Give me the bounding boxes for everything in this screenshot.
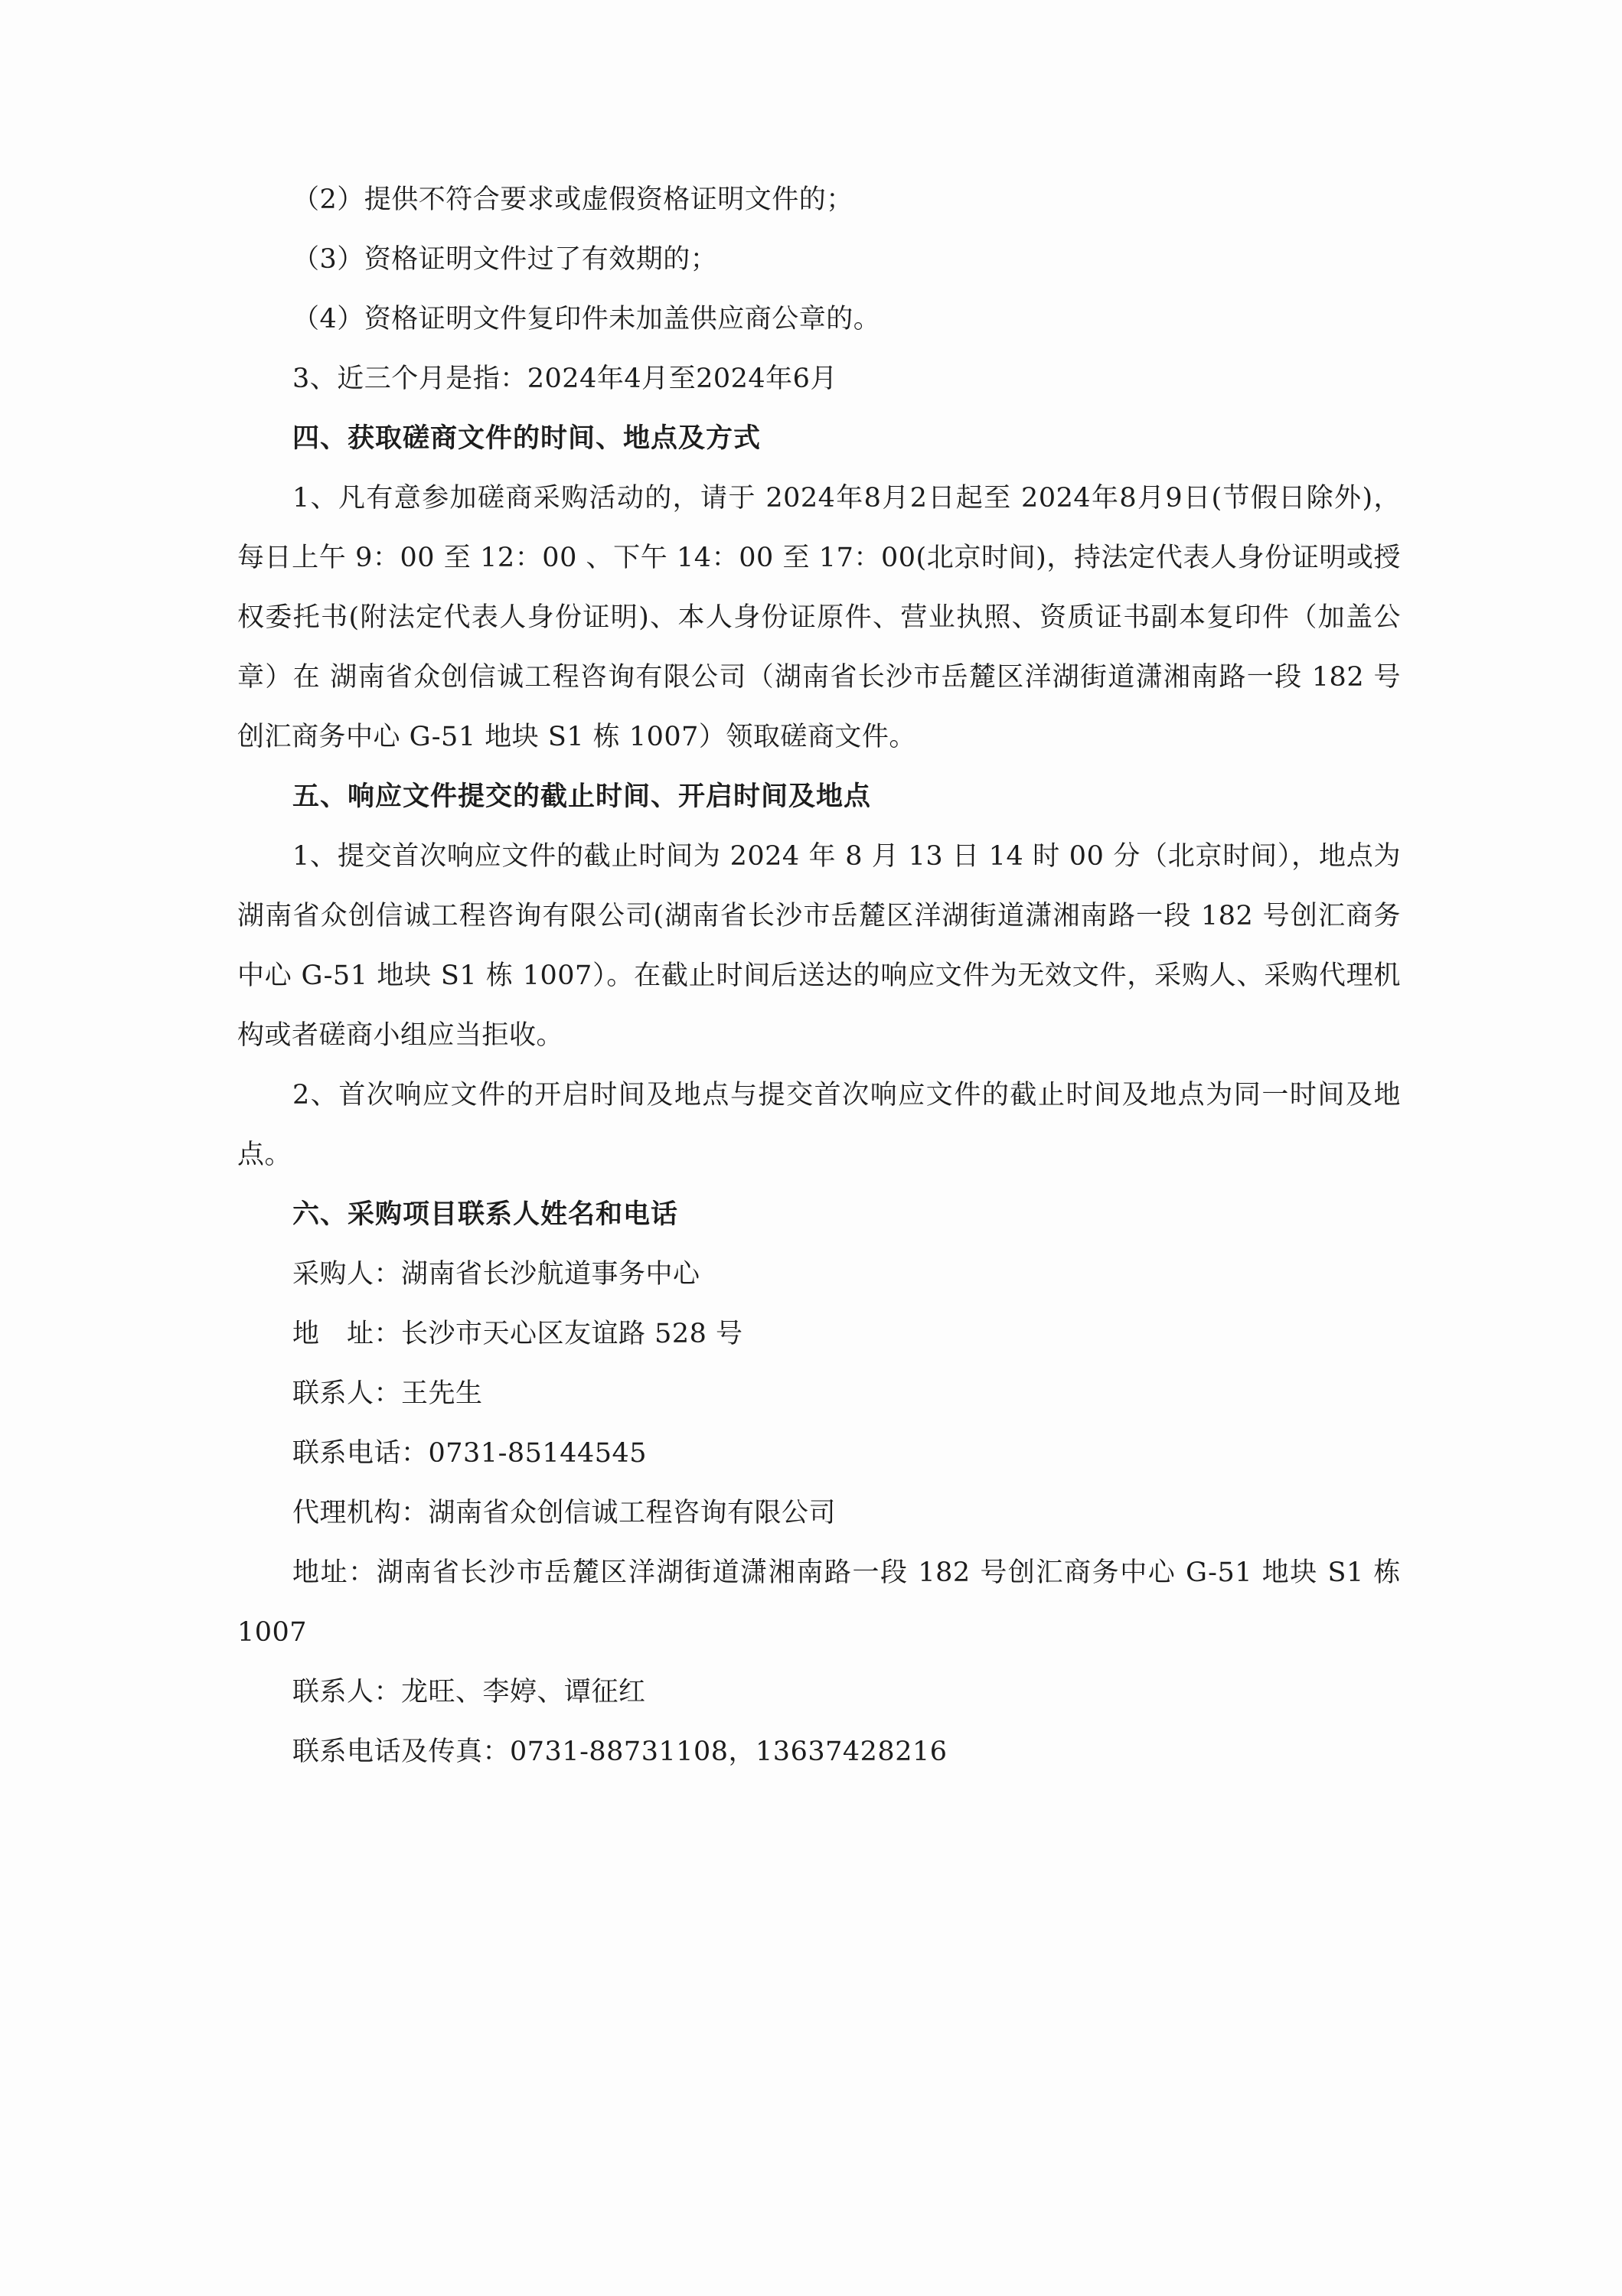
paragraph-item-3: （3）资格证明文件过了有效期的； — [292, 244, 718, 275]
paragraph-obtain-documents: 1、凡有意参加磋商采购活动的，请于 2024年8月2日起至 2024年8月9日(节假日除外)，每日上午 9：00 至 12：00 、下午 14：00 至 17：00(北京时间)，持法定代表人身份证明或授权委托书(附法定代表人身份证明)、本人身份证原件、营业执照、资质证书副本复印件（加盖公章）在 湖南省众创信诚工程咨询有限公司（湖南省长沙市岳麓区洋湖街道潇湘南路一段 182 号创汇商务中心 G-51 地块 S1 栋 1007）领取磋商文件。 — [237, 483, 1401, 752]
agency-address: 地址：湖南省长沙市岳麓区洋湖街道潇湘南路一段 182 号创汇商务中心 G-51 地块 S1 栋 1007 — [237, 1557, 1401, 1648]
section-heading-4: 四、获取磋商文件的时间、地点及方式 — [292, 422, 762, 454]
paragraph-item-2: （2）提供不符合要求或虚假资格证明文件的； — [292, 184, 853, 215]
paragraph-recent-three-months: 3、近三个月是指：2024年4月至2024年6月 — [292, 364, 837, 394]
agency-contacts: 联系人：龙旺、李婷、谭征红 — [292, 1677, 646, 1707]
agency-name: 代理机构：湖南省众创信诚工程咨询有限公司 — [292, 1498, 837, 1528]
section-heading-5: 五、响应文件提交的截止时间、开启时间及地点 — [292, 781, 872, 812]
purchaser-name: 采购人：湖南省长沙航道事务中心 — [292, 1259, 700, 1290]
document-body — [237, 170, 1401, 1782]
paragraph-item-4: （4）资格证明文件复印件未加盖供应商公章的。 — [292, 304, 881, 334]
paragraph-opening-time: 2、首次响应文件的开启时间及地点与提交首次响应文件的截止时间及地点为同一时间及地点。 — [237, 1080, 1401, 1170]
section-heading-6: 六、采购项目联系人姓名和电话 — [292, 1199, 679, 1230]
purchaser-contact: 联系人：王先生 — [292, 1378, 483, 1409]
agency-phone-fax: 联系电话及传真：0731-88731108，13637428216 — [292, 1737, 948, 1767]
paragraph-submission-deadline: 1、提交首次响应文件的截止时间为 2024 年 8 月 13 日 14 时 00 分（北京时间），地点为湖南省众创信诚工程咨询有限公司(湖南省长沙市岳麓区洋湖街道潇湘南路一段 182 号创汇商务中心 G-51 地块 S1 栋 1007）。在截止时间后送达的响应文件为无效文件，采购人、采购代理机构或者磋商小组应当拒收。 — [237, 841, 1401, 1051]
purchaser-phone: 联系电话：0731-85144545 — [292, 1438, 648, 1469]
purchaser-address: 地 址：长沙市天心区友谊路 528 号 — [292, 1319, 743, 1349]
